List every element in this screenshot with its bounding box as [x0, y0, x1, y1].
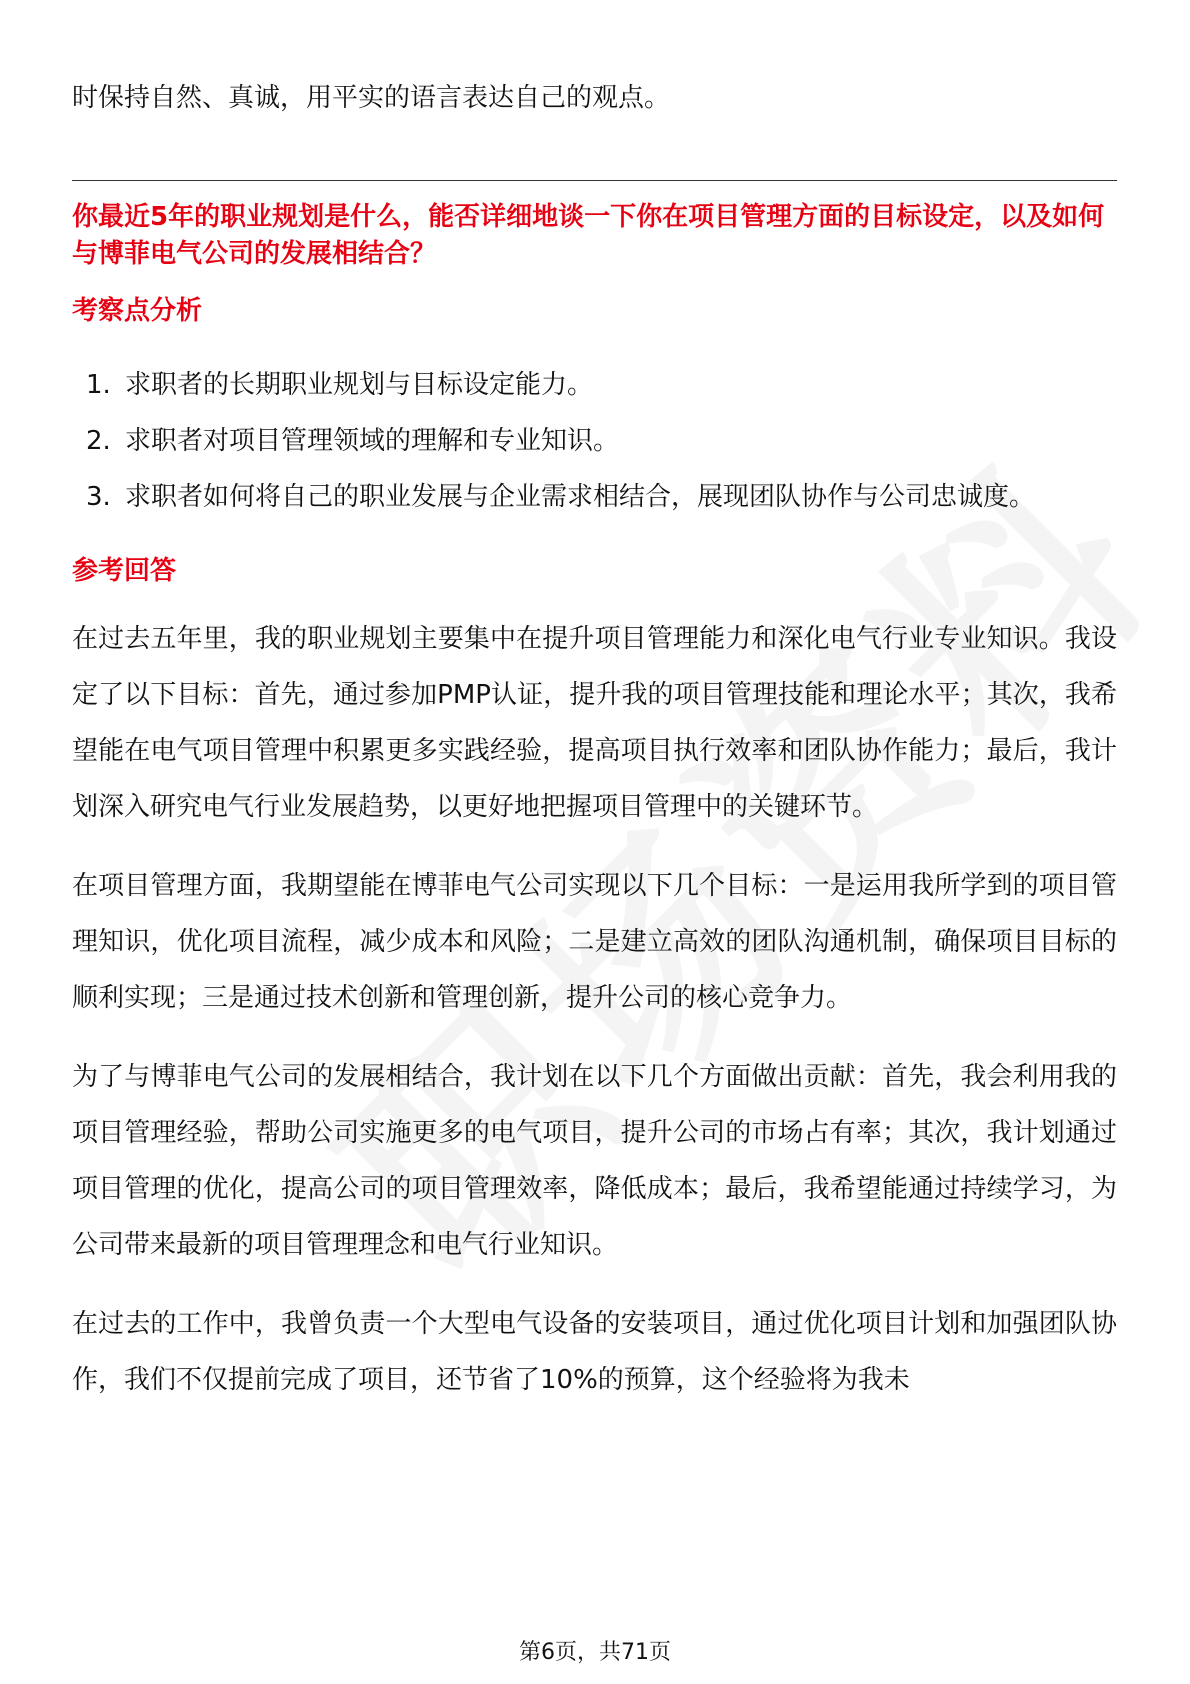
- answer-title: 参考回答: [72, 556, 177, 586]
- page-content: [72, 70, 1117, 1408]
- analysis-item-number: 1.: [86, 370, 111, 400]
- answer-paragraph: 在项目管理方面，我期望能在博菲电气公司实现以下几个目标：一是运用我所学到的项目管理知识，优化项目流程，减少成本和风险；二是建立高效的团队沟通机制，确保项目目标的顺利实现；三是通过技术创新和管理创新，提升公司的核心竞争力。: [72, 871, 1117, 1013]
- analysis-list: [72, 357, 1117, 525]
- analysis-item: [72, 357, 1117, 413]
- analysis-item: [72, 469, 1117, 525]
- analysis-item-text: 求职者对项目管理领域的理解和专业知识。: [125, 426, 620, 456]
- question-heading: 你最近5年的职业规划是什么，能否详细地谈一下你在项目管理方面的目标设定，以及如何与博菲电气公司的发展相结合？: [72, 202, 1105, 269]
- analysis-item-number: 2.: [86, 426, 111, 456]
- intro-line: 时保持自然、真诚，用平实的语言表达自己的观点。: [72, 83, 671, 113]
- answer-body: [72, 611, 1117, 1408]
- page-footer: 第6页，共71页: [519, 1640, 671, 1665]
- analysis-item-text: 求职者的长期职业规划与目标设定能力。: [125, 370, 594, 400]
- section-divider: [72, 180, 1117, 181]
- analysis-item-number: 3.: [86, 482, 111, 512]
- analysis-title: 考察点分析: [72, 296, 203, 326]
- answer-paragraph: 在过去的工作中，我曾负责一个大型电气设备的安装项目，通过优化项目计划和加强团队协作，我们不仅提前完成了项目，还节省了10%的预算，这个经验将为我未: [72, 1309, 1117, 1395]
- answer-paragraph: 为了与博菲电气公司的发展相结合，我计划在以下几个方面做出贡献：首先，我会利用我的项目管理经验，帮助公司实施更多的电气项目，提升公司的市场占有率；其次，我计划通过项目管理的优化，提高公司的项目管理效率，降低成本；最后，我希望能通过持续学习，为公司带来最新的项目管理理念和电气行业知识。: [72, 1062, 1117, 1260]
- answer-paragraph: 在过去五年里，我的职业规划主要集中在提升项目管理能力和深化电气行业专业知识。我设定了以下目标：首先，通过参加PMP认证，提升我的项目管理技能和理论水平；其次，我希望能在电气项目管理中积累更多实践经验，提高项目执行效率和团队协作能力；最后，我计划深入研究电气行业发展趋势，以更好地把握项目管理中的关键环节。: [72, 624, 1117, 822]
- analysis-item: [72, 413, 1117, 469]
- analysis-item-text: 求职者如何将自己的职业发展与企业需求相结合，展现团队协作与公司忠诚度。: [125, 482, 1036, 512]
